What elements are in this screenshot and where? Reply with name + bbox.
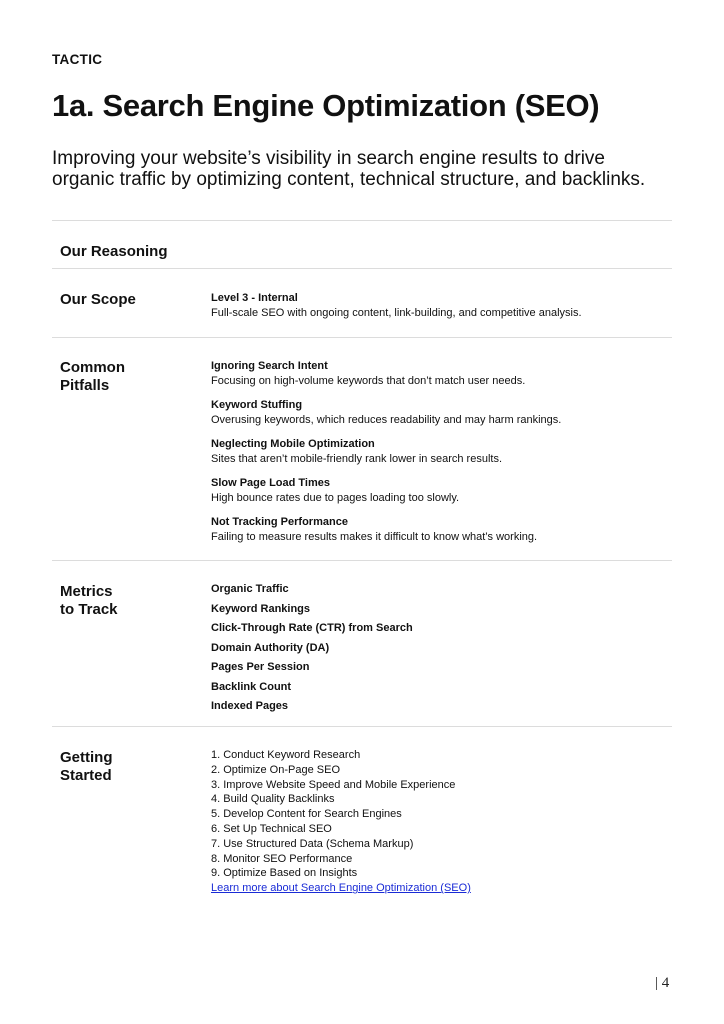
pitfall-description: Overusing keywords, which reduces readability and may harm rankings. bbox=[211, 414, 562, 426]
pitfalls-label-line2: Pitfalls bbox=[60, 377, 110, 394]
pitfall-title: Neglecting Mobile Optimization bbox=[211, 438, 375, 450]
metrics-label-line2: to Track bbox=[60, 601, 118, 618]
metric-item: Domain Authority (DA) bbox=[211, 641, 330, 654]
divider bbox=[52, 726, 672, 727]
pitfalls-label bbox=[60, 359, 180, 395]
step-item: 6. Set Up Technical SEO bbox=[211, 822, 332, 835]
metrics-list bbox=[211, 582, 671, 719]
page-number: | 4 bbox=[655, 975, 670, 991]
pitfall-description: High bounce rates due to pages loading too slowly. bbox=[211, 492, 460, 504]
step-item: 9. Optimize Based on Insights bbox=[211, 867, 358, 880]
pitfall-description: Failing to measure results makes it difficult to know what’s working. bbox=[211, 531, 538, 543]
step-item: 7. Use Structured Data (Schema Markup) bbox=[211, 837, 414, 850]
metrics-label-line1: Metrics bbox=[60, 583, 113, 600]
pitfall-item bbox=[211, 476, 671, 506]
scope-content bbox=[211, 291, 671, 321]
getting-started-label-line1: Getting bbox=[60, 749, 113, 766]
divider bbox=[52, 560, 672, 561]
scope-label: Our Scope bbox=[60, 291, 136, 308]
metric-item: Backlink Count bbox=[211, 680, 292, 693]
pitfalls-label-line1: Common bbox=[60, 359, 125, 376]
step-item: 8. Monitor SEO Performance bbox=[211, 852, 353, 865]
scope-description: Full-scale SEO with ongoing content, link-building, and competitive analysis. bbox=[211, 307, 582, 319]
scope-level: Level 3 - Internal bbox=[211, 292, 298, 304]
page-subtitle: Improving your website’s visibility in search engine results to drive organic traffic by optimizing content, technical structure, and backlinks. bbox=[52, 148, 646, 190]
pitfalls-list bbox=[211, 359, 671, 554]
pitfall-item bbox=[211, 359, 671, 389]
metric-item: Pages Per Session bbox=[211, 661, 310, 673]
metrics-label bbox=[60, 583, 180, 619]
pitfall-item bbox=[211, 398, 671, 428]
getting-started-steps bbox=[211, 748, 671, 896]
page-title: 1a. Search Engine Optimization (SEO) bbox=[52, 88, 600, 123]
metric-item: Organic Traffic bbox=[211, 583, 289, 595]
section-kicker: TACTIC bbox=[52, 52, 103, 67]
getting-started-label-line2: Started bbox=[60, 767, 112, 784]
step-item: 4. Build Quality Backlinks bbox=[211, 793, 335, 806]
step-item: 2. Optimize On-Page SEO bbox=[211, 763, 340, 776]
divider bbox=[52, 220, 672, 221]
pitfall-description: Sites that aren’t mobile-friendly rank lower in search results. bbox=[211, 453, 503, 465]
step-item: 3. Improve Website Speed and Mobile Experience bbox=[211, 778, 456, 791]
learn-more-link[interactable]: Learn more about Search Engine Optimization (SEO) bbox=[211, 882, 471, 895]
pitfall-title: Ignoring Search Intent bbox=[211, 360, 328, 372]
step-item: 5. Develop Content for Search Engines bbox=[211, 808, 402, 821]
pitfall-title: Slow Page Load Times bbox=[211, 477, 330, 489]
getting-started-label bbox=[60, 749, 180, 785]
step-item: 1. Conduct Keyword Research bbox=[211, 749, 361, 761]
pitfall-item bbox=[211, 437, 671, 467]
metric-item: Click-Through Rate (CTR) from Search bbox=[211, 622, 413, 634]
pitfall-title: Not Tracking Performance bbox=[211, 516, 348, 528]
pitfall-item bbox=[211, 515, 671, 545]
metric-item: Keyword Rankings bbox=[211, 602, 311, 615]
pitfall-title: Keyword Stuffing bbox=[211, 399, 303, 411]
reasoning-label: Our Reasoning bbox=[60, 243, 168, 260]
divider bbox=[52, 337, 672, 338]
divider bbox=[52, 268, 672, 269]
pitfall-description: Focusing on high-volume keywords that don’t match user needs. bbox=[211, 375, 526, 387]
metric-item: Indexed Pages bbox=[211, 700, 289, 712]
